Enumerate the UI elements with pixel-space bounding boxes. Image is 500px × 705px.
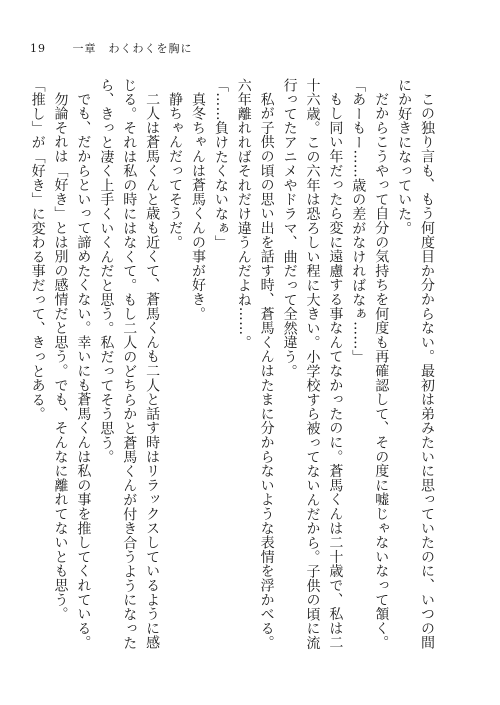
text-line: にか好きになっていた。 xyxy=(396,78,413,236)
text-line: 真冬ちゃんは蒼馬くんの事が好き。 xyxy=(189,92,206,321)
text-line: でも、だからといって諦めたくない。幸いにも蒼馬くんは私の事を推してくれている。 xyxy=(75,92,92,650)
text-line: 私が子供の頃の思い出を話す時、蒼馬くんはたまに分からないような表情を浮かべる。 xyxy=(258,92,275,650)
text-line: 勿論それは「好き」とは別の感情だと思う。でも、そんなに離れてないとも思う。 xyxy=(52,92,69,622)
vertical-text-body xyxy=(26,78,438,648)
text-line: 六年離れればそれだけ違うんだよね……。 xyxy=(235,78,252,350)
dialogue-line: 「……負けたくないなぁ」 xyxy=(212,78,229,250)
text-line: じる。それは私の時にはなくて。もし二人のどちらかと蒼馬くんが付き合うようになった xyxy=(121,78,138,650)
text-line: この独り言も、もう何度目か分からない。最初は弟みたいに思っていたのに、いつの間 xyxy=(419,92,435,650)
chapter-title: 一章 わくわくを胸に xyxy=(72,42,193,55)
text-line: ら、きっと凄く上手くいくんだと思う。私だってそう思う。 xyxy=(98,78,115,465)
dialogue-line: 「推し」が「好き」に変わる事だって、きっとある。 xyxy=(29,78,46,422)
text-line: 二人は蒼馬くんと歳も近くて、蒼馬くんも二人と話す時はリラックスしているように感 xyxy=(144,92,161,650)
text-line: 十六歳。この六年は恐ろしい程に大きい。小学校すら被ってないんだから。子供の頃に流 xyxy=(304,78,321,650)
text-line: 行ってたアニメやドラマ、曲だって全然違う。 xyxy=(281,78,298,379)
dialogue-line: 「あーもー……歳の差がなければなぁ……」 xyxy=(350,78,367,364)
text-line: もし同い年だったら変に遠慮する事なんてなかったのに。蒼馬くんは二十歳で、私は二 xyxy=(327,92,344,650)
running-header xyxy=(30,40,193,56)
page-number: 19 xyxy=(30,42,46,55)
text-line: だからこうやって自分の気持ちを何度も再確認して、その度に嘘じゃないなって頷く。 xyxy=(373,92,390,650)
text-line: 静ちゃんだってそうだ。 xyxy=(167,92,184,250)
